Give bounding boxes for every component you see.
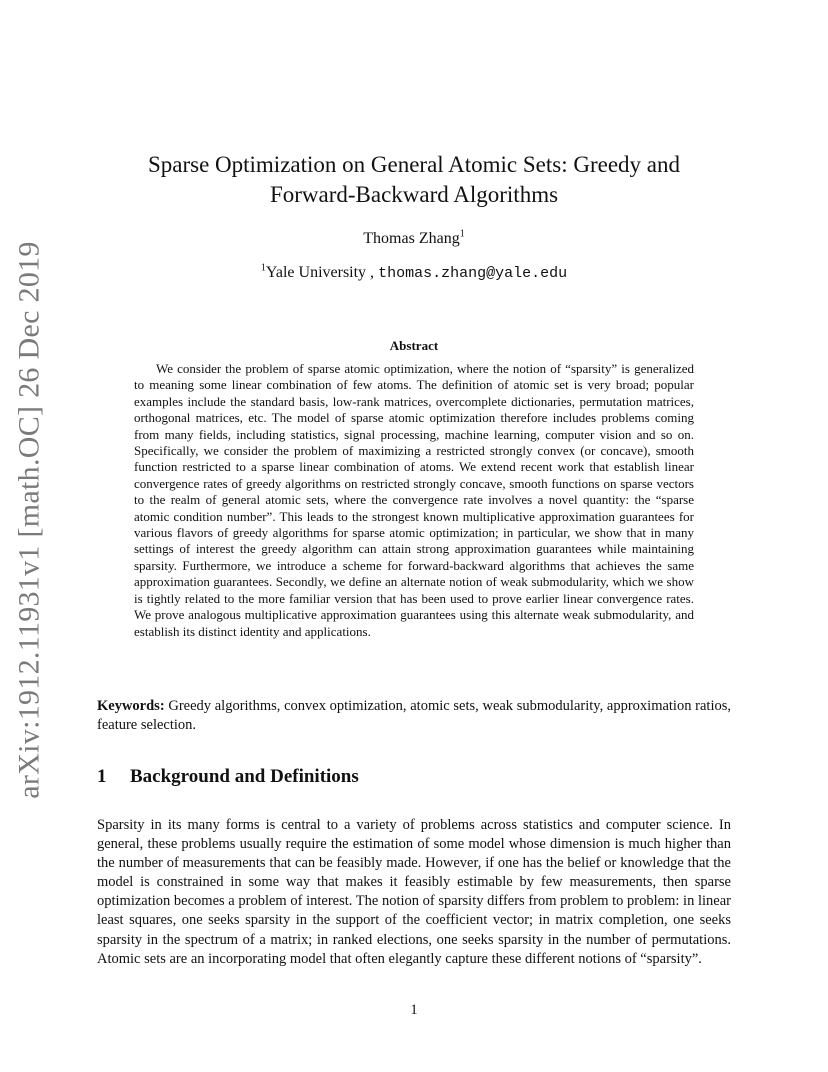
author-line — [0, 230, 828, 248]
section-heading — [97, 766, 359, 788]
institution: Yale University , — [265, 264, 375, 281]
section-title: Background and Definitions — [130, 766, 359, 787]
affiliation-mark: 1 — [260, 262, 266, 274]
page-number: 1 — [410, 1002, 418, 1018]
keywords-paragraph — [97, 697, 731, 735]
abstract-heading: Abstract — [389, 338, 439, 353]
author-name: Thomas Zhang — [363, 230, 460, 247]
arxiv-identifier: arXiv:1912.11931v1 [math.OC] 26 Dec 2019 — [13, 241, 46, 799]
abstract-text: We consider the problem of sparse atomic optimization, where the notion of “sparsity” is generalized to meaning some linear combination of few atoms. The definition of atomic set is very broad; popular examples include the standard basis, low-rank matrices, overcomplete dictionaries, permutation matrices, orthogonal matrices, etc. The model of sparse atomic optimization therefore includes problems coming from many fields, including statistics, signal processing, machine learning, computer vision and so on. Specifically, we consider the problem of maximizing a restricted strongly convex (or concave), smooth function restricted to a sparse linear combination of atoms. We extend recent work that establish linear convergence rates of greedy algorithms on restricted strongly concave, smooth functions on sparse vectors to the realm of general atomic sets, where the convergence rate involves a novel quantity: the “sparse atomic condition number”. This leads to the strongest known multiplicative approximation guarantees for various flavors of greedy algorithms for sparse atomic optimization; in particular, we show that in many settings of interest the greedy algorithm can attain strong approximation guarantees while maintaining sparsity. Furthermore, we introduce a scheme for forward-backward algorithms that achieves the same approximation guarantees. Secondly, we define an alternate notion of weak submodularity, which we show is tightly related to the more familiar version that has been used to prove earlier linear convergence rates. We prove analogous multiplicative approximation guarantees using this alternate weak submodularity, and establish its distinct identity and applications. — [134, 361, 694, 639]
section-number: 1 — [97, 766, 107, 787]
keywords-text: Greedy algorithms, convex optimization, atomic sets, weak submodularity, approximation ratios, feature selection. — [97, 698, 731, 733]
author-affiliation-mark: 1 — [459, 228, 465, 240]
author-email[interactable]: thomas.zhang@yale.edu — [378, 265, 568, 282]
title-line-1: Sparse Optimization on General Atomic Sets: Greedy and — [147, 152, 681, 177]
keywords-label: Keywords: — [97, 698, 165, 714]
body-paragraph: Sparsity in its many forms is central to a variety of problems across statistics and computer science. In general, these problems usually require the estimation of some model whose dimension is much higher than the number of measurements that can be feasibly made. However, if one has the belief or knowledge that the model is constrained in some way that makes it feasibly estimable by few measurements, then sparse optimization becomes a problem of interest. The notion of sparsity differs from problem to problem: in linear least squares, one seeks sparsity in the support of the coefficient vector; in matrix completion, one seeks sparsity in the spectrum of a matrix; in ranked elections, one seeks sparsity in the number of permutations. Atomic sets are an incorporating model that often elegantly capture these different notions of “sparsity”. — [97, 817, 731, 967]
affiliation-line — [0, 264, 828, 282]
paper-title — [120, 150, 708, 210]
title-line-2: Forward-Backward Algorithms — [269, 182, 559, 207]
